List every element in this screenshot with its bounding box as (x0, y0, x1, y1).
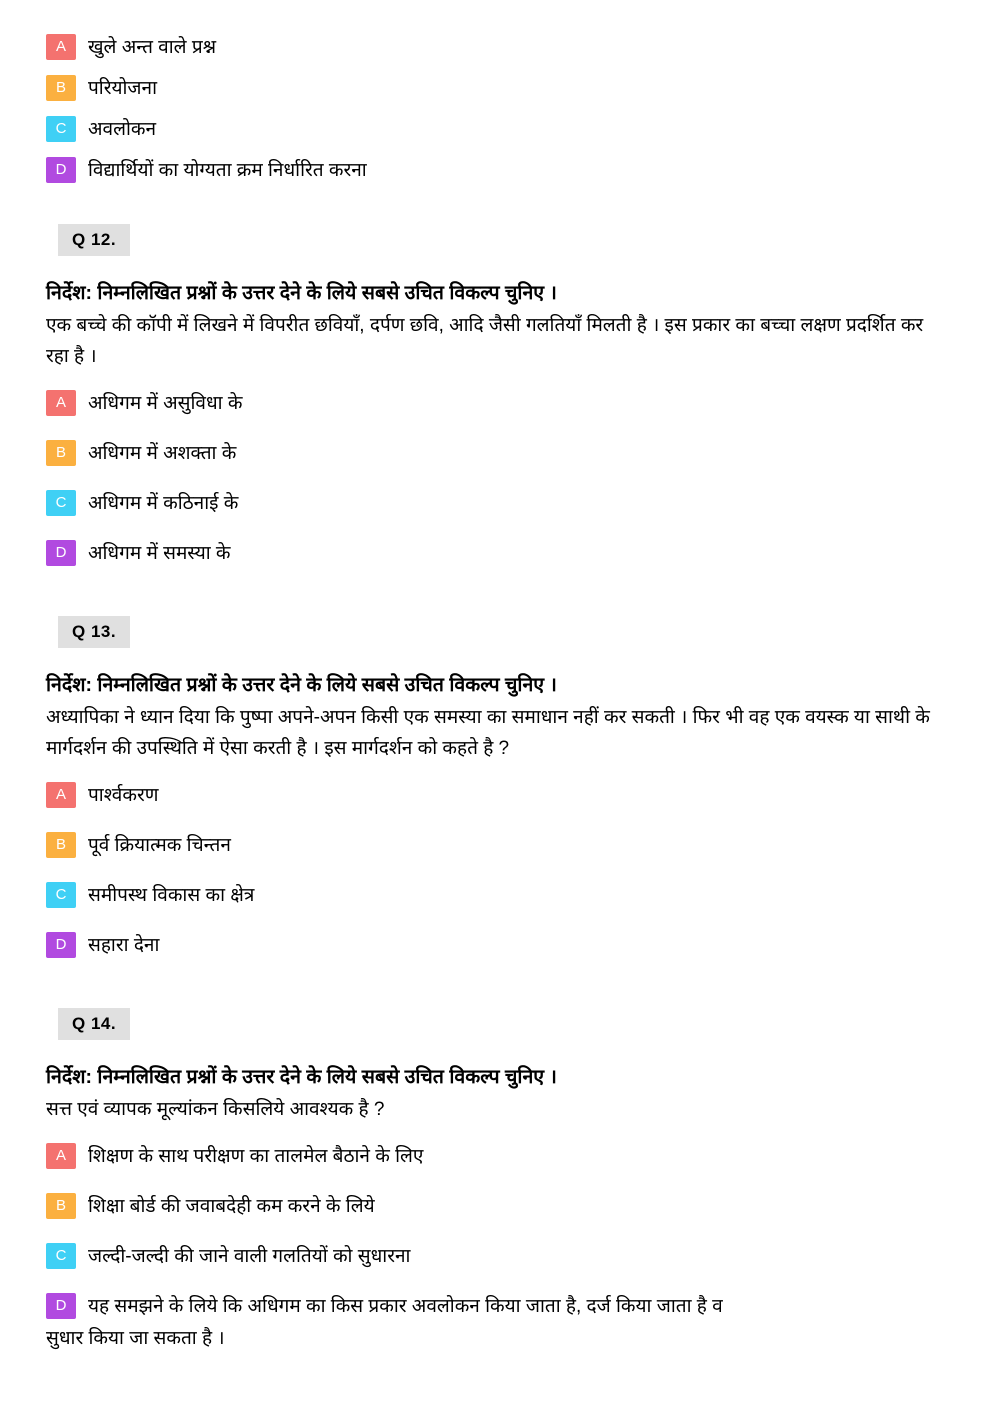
option-badge-a: A (46, 782, 76, 808)
option-row[interactable] (46, 782, 946, 810)
option-text: यह समझने के लिये कि अधिगम का किस प्रकार अवलोकन किया जाता है, दर्ज किया जाता है व (88, 1296, 723, 1317)
option-badge-a: A (46, 1143, 76, 1169)
option-badge-c: C (46, 1243, 76, 1269)
option-row[interactable] (46, 157, 946, 185)
option-text: अधिगम में असुविधा के (88, 393, 243, 414)
option-text: अधिगम में समस्या के (88, 543, 231, 564)
option-badge-b: B (46, 75, 76, 101)
option-row[interactable] (46, 1193, 946, 1221)
question-stem-line1: अध्यापिका ने ध्यान दिया कि पुष्पा अपने-अपन किसी एक समस्या का समाधान नहीं कर सकती । फिर भी (46, 707, 744, 728)
option-row[interactable] (46, 390, 946, 418)
option-row[interactable] (46, 440, 946, 468)
question-block-14 (46, 982, 946, 1354)
question-number: Q 12. (58, 224, 130, 256)
question-stem-line1: सत्त एवं व्यापक मूल्यांकन किसलिये आवश्यक है ? (46, 1099, 385, 1120)
option-row[interactable] (46, 34, 946, 62)
option-list-q12 (46, 390, 946, 568)
option-text: जल्दी-जल्दी की जाने वाली गलतियों को सुधारना (88, 1246, 411, 1267)
question-stem-line1: एक बच्चे की कॉपी में लिखने में विपरीत छवियाँ, दर्पण छवि, आदि जैसी गलतियाँ मिलती है । इस प्रकार का (46, 315, 755, 336)
question-stem (46, 702, 946, 764)
option-badge-a: A (46, 34, 76, 60)
option-badge-a: A (46, 390, 76, 416)
option-row[interactable] (46, 490, 946, 518)
question-stem-line2: वह एक वयस्क या साथी के मार्गदर्शन की उपस्थिति में ऐसा करती है । इस मार्गदर्शन को कहते है ? (46, 707, 930, 759)
option-text: अवलोकन (88, 119, 157, 140)
option-text-continuation: सुधार किया जा सकता है । (46, 1328, 225, 1349)
option-badge-c: C (46, 490, 76, 516)
question-stem (46, 1094, 946, 1125)
option-badge-b: B (46, 832, 76, 858)
option-badge-d: D (46, 1293, 76, 1319)
option-list-q11 (46, 34, 946, 185)
question-directive: निर्देश: निम्नलिखित प्रश्नों के उत्तर देने के लिये सबसे उचित विकल्प चुनिए । (46, 282, 557, 304)
question-number: Q 14. (58, 1008, 130, 1040)
option-text: विद्यार्थियों का योग्यता क्रम निर्धारित करना (88, 160, 367, 181)
option-text: समीपस्थ विकास का क्षेत्र (88, 885, 255, 906)
question-block-12 (46, 198, 946, 568)
option-row[interactable] (46, 540, 946, 568)
option-text: शिक्षण के साथ परीक्षण का तालमेल बैठाने के लिए (88, 1146, 424, 1167)
option-row[interactable] (46, 1243, 946, 1271)
option-text: पूर्व क्रियात्मक चिन्तन (88, 835, 231, 856)
option-badge-d: D (46, 157, 76, 183)
option-row[interactable] (46, 832, 946, 860)
option-badge-d: D (46, 932, 76, 958)
question-stem (46, 310, 946, 372)
option-badge-b: B (46, 440, 76, 466)
option-row[interactable] (46, 882, 946, 910)
option-text: पार्श्वकरण (88, 785, 159, 806)
option-text: शिक्षा बोर्ड की जवाबदेही कम करने के लिये (88, 1196, 375, 1217)
question-number: Q 13. (58, 616, 130, 648)
option-badge-c: C (46, 882, 76, 908)
question-block-13 (46, 590, 946, 960)
option-text: सहारा देना (88, 935, 160, 956)
option-row[interactable] (46, 75, 946, 103)
question-stem-line2: बच्चा लक्षण प्रदर्शित कर रहा है । (46, 315, 924, 367)
option-row[interactable] (46, 1293, 946, 1321)
option-text: अधिगम में कठिनाई के (88, 493, 239, 514)
question-directive: निर्देश: निम्नलिखित प्रश्नों के उत्तर देने के लिये सबसे उचित विकल्प चुनिए । (46, 1066, 557, 1088)
option-row[interactable] (46, 116, 946, 144)
option-list-q14 (46, 1143, 946, 1354)
option-list-q13 (46, 782, 946, 960)
option-row[interactable] (46, 932, 946, 960)
option-text: खुले अन्त वाले प्रश्न (88, 37, 217, 58)
question-directive: निर्देश: निम्नलिखित प्रश्नों के उत्तर देने के लिये सबसे उचित विकल्प चुनिए । (46, 674, 557, 696)
option-row[interactable] (46, 1143, 946, 1171)
option-text: परियोजना (88, 78, 157, 99)
option-text: अधिगम में अशक्ता के (88, 443, 237, 464)
option-badge-d: D (46, 540, 76, 566)
option-badge-b: B (46, 1193, 76, 1219)
option-badge-c: C (46, 116, 76, 142)
